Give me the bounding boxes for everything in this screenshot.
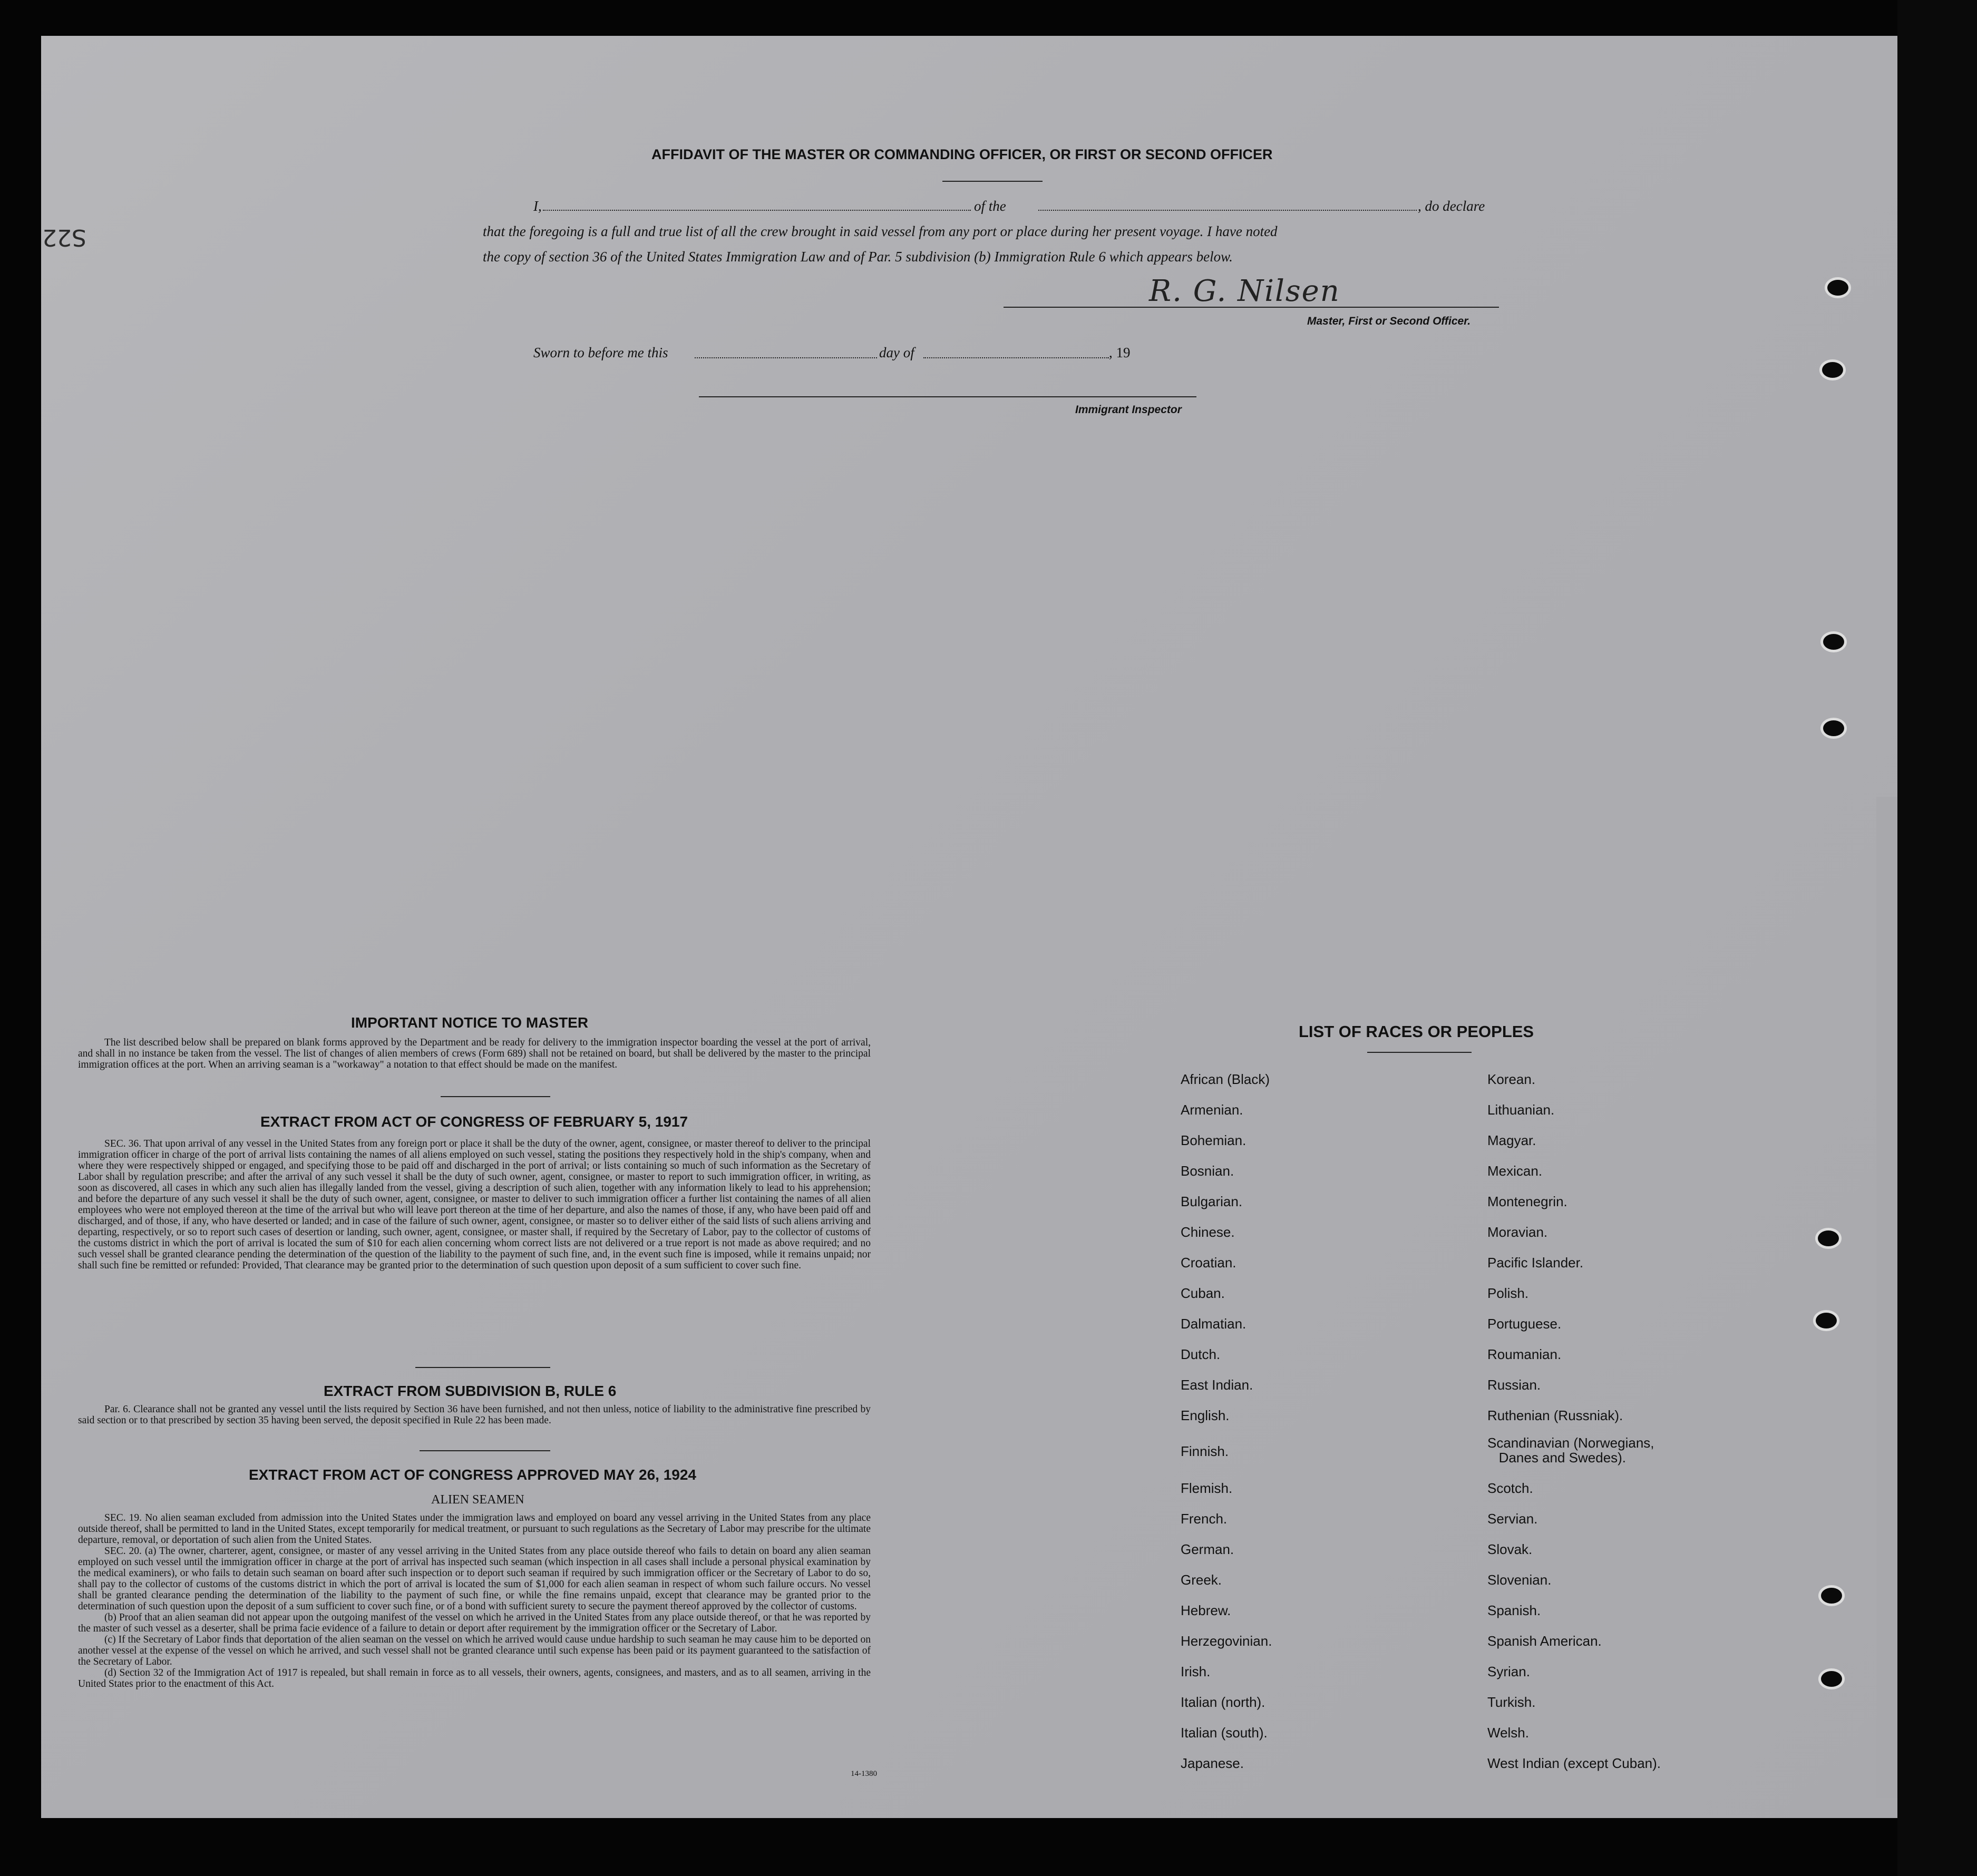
race-item: French. [1181,1511,1228,1527]
form-number: 14-1380 [851,1770,877,1778]
race-item: Chinese. [1181,1224,1235,1240]
act-1924-subtitle: ALIEN SEAMEN [431,1493,524,1507]
race-item: Russian. [1487,1377,1541,1393]
inspector-label: Immigrant Inspector [1075,404,1182,416]
race-item: Cuban. [1181,1285,1225,1301]
race-item: Flemish. [1181,1480,1233,1496]
race-item: Irish. [1181,1664,1211,1679]
signature-line [1004,307,1499,308]
punch-hole [1815,1228,1842,1249]
race-item: Bulgarian. [1181,1194,1243,1209]
race-item: Greek. [1181,1572,1222,1588]
race-item: Magyar. [1487,1132,1536,1148]
act-1924-title: EXTRACT FROM ACT OF CONGRESS APPROVED MAY 26, 1924 [249,1467,696,1483]
race-item: Pacific Islander. [1487,1255,1584,1271]
race-item: Polish. [1487,1285,1529,1301]
affidavit-line2: that the foregoing is a full and true list of all the crew brought in said vessel from any port or place during her present voyage. I have noted [483,223,1278,239]
race-item: Bohemian. [1181,1132,1246,1148]
punch-hole [1820,631,1847,652]
races-rule [1367,1052,1472,1053]
master-label: Master, First or Second Officer. [1307,315,1471,327]
act-1917-text: SEC. 36. That upon arrival of any vessel in the United States from any foreign port or place it shall be the duty of the owner, agent, consignee, or master thereof to deliver to the principal immigration officer in charge of the port of arrival lists containing the names of all aliens employed on such vessel, stating the positions they respectively hold in the ship's company, when and where they were respectively shipped or engaged, and specifying those to be paid off and discharged in the port of arrival; or lists containing so much of such information as the Secretary of Labor shall by regulation prescribe; and after the arrival of any such vessel it shall be the duty of such owner, agent, consignee, or master to report to such immigration officer, in writing, as soon as discovered, all cases in which any such alien has illegally landed from the vessel, giving a description of such alien, together with any information likely to lead to his apprehension; and before the departure of any such vessel it shall be the duty of such owner, agent, consignee, or master to deliver to such immigration officer a further list containing the names of all alien employees who were not employed thereon at the time of the arrival but who will leave port thereon at the time of her departure, and also the names of those, if any, who have been paid off and discharged, and of those, if any, who have deserted or landed; and in case of the failure of such owner, agent, consignee, or master so to deliver either of the said lists of such aliens arriving and departing, respectively, or so to report such cases of desertion or landing, such owner, agent, consignee, or master shall, if required by the Secretary of Labor, pay to the collector of customs of the customs district in which the port of arrival is located the sum of $10 for each alien concerning whom correct lists are not delivered or a true report is not made as above required; and no such vessel shall be granted clearance pending the determination of the question of the liability to the payment of such fine, and, in the event such fine is imposed, while it remains unpaid; nor shall such fine be remitted or refunded: Provided, That clearance may be granted prior to the determination of such question upon deposit of a sum sufficient to cover such fine. [78,1138,871,1271]
affidavit-title: AFFIDAVIT OF THE MASTER OR COMMANDING OFFICER, OR FIRST OR SECOND OFFICER [651,146,1273,162]
race-item: Hebrew. [1181,1603,1231,1618]
race-item: Slovenian. [1487,1572,1552,1588]
scan-border [1897,0,1977,1876]
punch-hole [1820,718,1847,739]
race-item: Moravian. [1487,1224,1548,1240]
race-item: African (Black) [1181,1071,1270,1087]
affidavit-of-the: of the [974,198,1006,214]
race-item: Armenian. [1181,1102,1243,1118]
rule6-title: EXTRACT FROM SUBDIVISION B, RULE 6 [324,1383,617,1399]
races-title: LIST OF RACES OR PEOPLES [1299,1022,1534,1041]
sworn-day-blank[interactable] [695,357,877,358]
title-rule [942,181,1043,182]
race-item: Mexican. [1487,1163,1543,1179]
section-rule [420,1450,550,1451]
inspector-signature-line [699,396,1196,397]
rule6-text: Par. 6. Clearance shall not be granted any vessel until the lists required by Section 36 have been furnished, and not then unless, notice of liability to the administrative fine prescribed by said section or to that prescribed by section 35 having been served, the deposit specified in Rule 22 has been made. [78,1404,871,1426]
race-item: Croatian. [1181,1255,1236,1271]
race-item: Slovak. [1487,1541,1533,1557]
race-item: East Indian. [1181,1377,1253,1393]
race-item: Welsh. [1487,1725,1529,1741]
race-item: Herzegovinian. [1181,1633,1272,1649]
race-item: Italian (north). [1181,1694,1265,1710]
margin-number: S22 [42,224,86,251]
race-item: West Indian (except Cuban). [1487,1755,1661,1771]
race-item: Italian (south). [1181,1725,1268,1741]
race-item: Servian. [1487,1511,1538,1527]
race-item: Scotch. [1487,1480,1533,1496]
affidavit-do-declare: , do declare [1418,198,1485,214]
race-item: Japanese. [1181,1755,1244,1771]
act-1917-title: EXTRACT FROM ACT OF CONGRESS OF FEBRUARY 5, 1917 [260,1113,688,1130]
act-1924-text: SEC. 19. No alien seaman excluded from admission into the United States under the immigration laws and employed on board any vessel arriving in the United States from any place outside thereof, shall be permitted to land in the United States, except temporarily for medical treatment, or pursuant to such regulations as the Secretary of Labor may prescribe for the ultimate departure, removal, or deportation of such alien from the United States. SEC. 20. (a) The owner, charterer, agent, consignee, or master of any vessel arriving in the United States from any place outside thereof who fails to detain on board any alien seaman employed on such vessel until the immigration officer in charge at the port of arrival has inspected such seaman (which inspection in all cases shall include a personal physical examination by the medical examiners), or who fails to detain such seaman on board after such inspection or to deport such seaman if required by such immigration officer or the Secretary of Labor to do so, shall pay to the collector of customs of the customs district in which the port of arrival is located the sum of $1,000 for each alien seaman in respect of whom such failure occurs. No vessel shall be granted clearance pending the determination of the liability to the payment of such fine, or while the fine remains unpaid, except that clearance may be granted prior to the determination of such question upon the deposit of a sum sufficient to cover such fine, or of a bond with sufficient surety to secure the payment thereof approved by the collector of customs. (b) Proof that an alien seaman did not appear upon the outgoing manifest of the vessel on which he arrived in the United States from any place outside thereof, or that he was reported by the master of such vessel as a deserter, shall be prima facie evidence of a failure to detain or deport after requirement by the immigration officer or the Secretary of Labor. (c) If the Secretary of Labor finds that deportation of the alien seaman on the vessel on which he arrived would cause undue hardship to such seaman he may cause him to be deported on another vessel at the expense of the vessel on which he arrived, and such vessel shall not be granted clearance until such expense has been paid or its payment guaranteed to the satisfaction of the Secretary of Labor. (d) Section 32 of the Immigration Act of 1917 is repealed, but shall remain in force as to all vessels, their owners, agents, consignees, and masters, and as to all seamen, arriving in the United States prior to the enactment of this Act. [78,1512,871,1689]
affidavit-i-label: I, [533,198,542,214]
section-rule [441,1096,550,1097]
notice-title: IMPORTANT NOTICE TO MASTER [351,1014,589,1031]
race-item: Scandinavian (Norwegians, Danes and Swedes). [1487,1435,1654,1465]
punch-hole [1825,277,1851,298]
race-item: Montenegrin. [1487,1194,1567,1209]
master-signature: R. G. Nilsen [1149,274,1340,308]
race-item: Dalmatian. [1181,1316,1246,1332]
punch-hole [1819,359,1846,380]
race-item: Turkish. [1487,1694,1536,1710]
race-item: German. [1181,1541,1234,1557]
race-item: Portuguese. [1487,1316,1562,1332]
race-item: Lithuanian. [1487,1102,1555,1118]
punch-hole [1813,1310,1839,1331]
race-item: Spanish. [1487,1603,1541,1618]
race-item: Syrian. [1487,1664,1530,1679]
month-blank[interactable] [923,357,1109,358]
vessel-blank[interactable] [1038,210,1417,211]
section-rule [415,1367,550,1368]
punch-hole [1818,1585,1845,1606]
race-item: Korean. [1487,1071,1536,1087]
race-item: Roumanian. [1487,1346,1562,1362]
race-item: English. [1181,1408,1230,1423]
race-item: Bosnian. [1181,1163,1234,1179]
year-label: , 19 [1109,345,1131,360]
day-of-label: day of [879,345,914,360]
race-item: Finnish. [1181,1443,1229,1459]
race-item: Dutch. [1181,1346,1221,1362]
punch-hole [1818,1668,1845,1689]
race-item: Ruthenian (Russniak). [1487,1408,1623,1423]
race-item: Spanish American. [1487,1633,1602,1649]
sworn-label: Sworn to before me this [533,345,668,360]
name-blank[interactable] [543,210,971,211]
notice-text: The list described below shall be prepared on blank forms approved by the Department and be ready for delivery to the immigration inspector boarding the vessel at the port of arrival, and shall in no instance be taken from the vessel. The list of changes of alien members of crews (Form 689) shall not be retained on board, but shall be delivered by the master to the principal immigration offices at the port. When an arriving seaman is a "workaway" a notation to that effect should be made on the manifest. [78,1037,871,1070]
affidavit-line3: the copy of section 36 of the United States Immigration Law and of Par. 5 subdivision (b) Immigration Rule 6 which appears below. [483,249,1233,265]
